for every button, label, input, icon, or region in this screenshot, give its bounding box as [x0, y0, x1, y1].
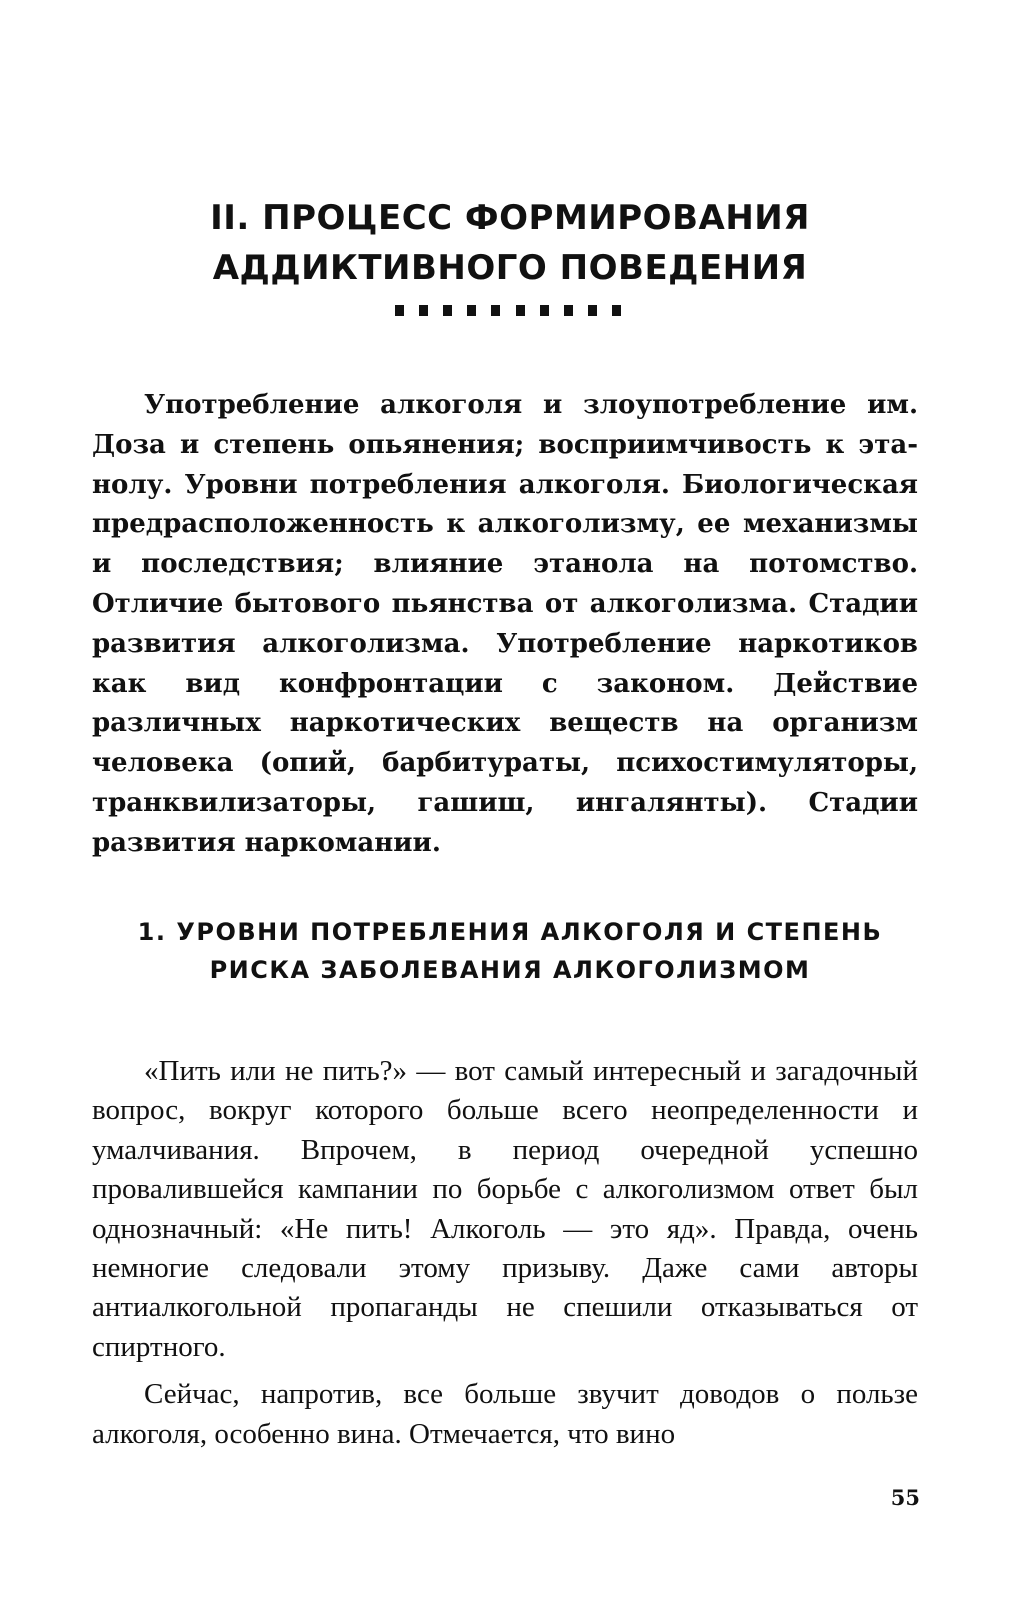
- chapter-title: II. ПРОЦЕСС ФОРМИРОВАНИЯ АДДИКТИВНОГО ПОВЕДЕНИЯ: [210, 198, 810, 288]
- ornament-square: [588, 305, 597, 316]
- ornament-square: [491, 305, 500, 316]
- ornament-square: [612, 305, 621, 316]
- ornament-square: [564, 305, 573, 316]
- body-paragraph: Сейчас, напротив, все больше звучит доводов о пользе алкоголя, особенно вина. Отмечается, что вино: [92, 1378, 918, 1450]
- title-ornament: [395, 305, 621, 317]
- body-text: [92, 1052, 918, 1462]
- body-paragraph: «Пить или не пить?» — вот самый интересный и загадочный вопрос, вокруг которого больше всего неопределенности и умалчивания. Впрочем, в период очередной успешно провалившейся кампании по борьбе с алкоголизмом ответ был однозначный: «Не пить! Алкоголь — это яд». Правда, очень немногие следовали этому призыву. Даже сами авторы антиалкогольной пропаганды не спешили отказываться от спиртного.: [92, 1055, 918, 1363]
- ornament-square: [419, 305, 428, 316]
- ornament-square: [395, 305, 404, 316]
- ornament-square: [540, 305, 549, 316]
- ornament-square: [443, 305, 452, 316]
- section-title: 1. УРОВНИ ПОТРЕБЛЕНИЯ АЛКОГОЛЯ И СТЕПЕНЬ РИСКА ЗАБОЛЕВАНИЯ АЛКОГОЛИЗМОМ: [137, 918, 883, 984]
- ornament-square: [516, 305, 525, 316]
- chapter-abstract: Употребление алкоголя и злоупотребление им. Доза и степень опьянения; восприимчивость к этанолу. Уровни потребления алкоголя. Биологическая предрасположенность к алкоголизму, ее механизмы и последствия; влияние этанола на потомство. Отличие бытового пьянства от алкоголизма. Стадии развития алкоголизма. Употребление наркотиков как вид конфронтации с законом. Действие различных наркотических веществ на организм человека (опий, барбитураты, психостимуляторы, транквилизаторы, гашиш, ингалянты). Стадии развития наркомании.: [92, 390, 918, 858]
- ornament-square: [467, 305, 476, 316]
- page-number: 55: [890, 1485, 920, 1510]
